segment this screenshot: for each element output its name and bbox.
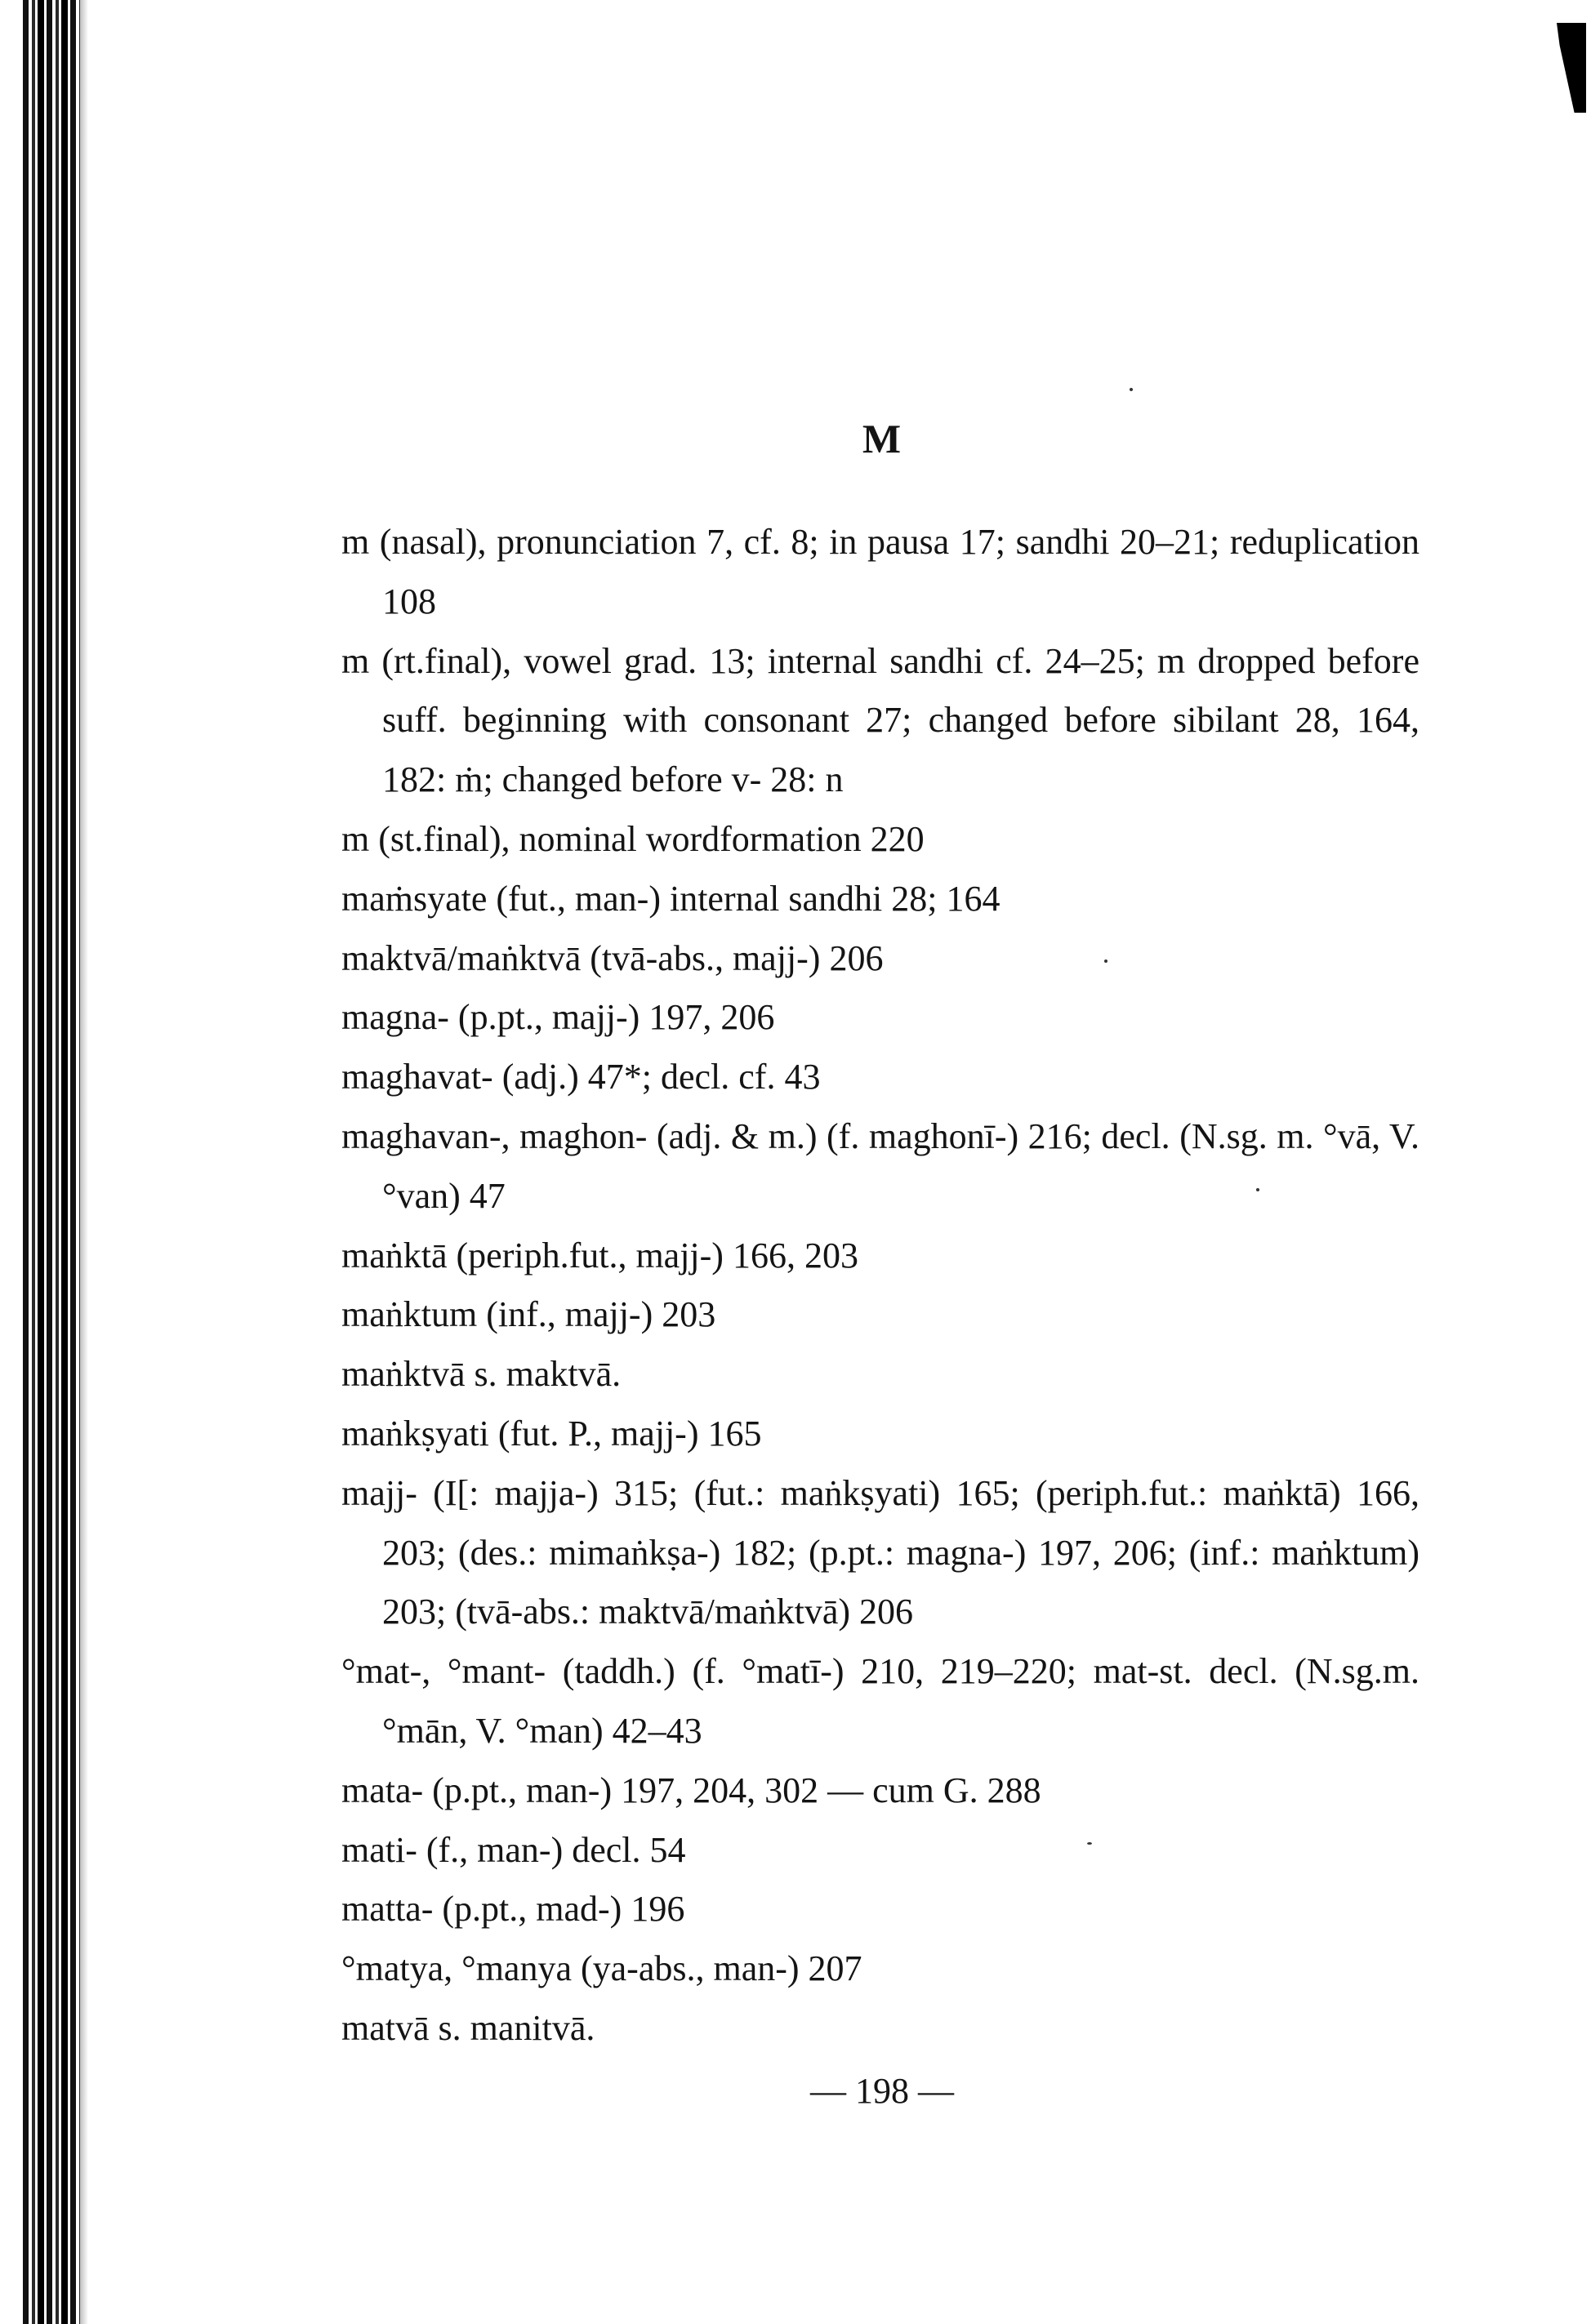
page-heading: M — [862, 416, 902, 461]
index-entry: m (rt.final), vowel grad. 13; internal sandhi cf. 24–25; m dropped before suff. beginning with consonant 27; changed before sibilant 28, 164, 182: ṁ; changed before v- 28: n — [341, 640, 1419, 800]
index-entries — [341, 513, 1419, 2059]
index-entry: maṅkṣyati (fut. P., majj-) 165 — [341, 1413, 762, 1454]
page-number: — 198 — — [810, 2071, 954, 2111]
index-entry: maṁsyate (fut., man-) internal sandhi 28; 164 — [341, 878, 1001, 919]
index-entry: majj- (I[: majja-) 315; (fut.: maṅkṣyati) 165; (periph.fut.: maṅktā) 166, 203; (des.: mimaṅkṣa-) 182; (p.pt.: magna-) 197, 206; (inf.: maṅktum) 203; (tvā-abs.: maktvā/maṅktvā) 206 — [341, 1472, 1419, 1632]
index-entry: maktvā/maṅktvā (tvā-abs., majj-) 206 — [341, 937, 884, 978]
index-entry: magna- (p.pt., majj-) 197, 206 — [341, 997, 775, 1038]
index-entry: maṅktvā s. maktvā. — [341, 1354, 622, 1395]
index-entry: matta- (p.pt., mad-) 196 — [341, 1889, 685, 1930]
binding-edge — [23, 0, 80, 2324]
index-entry: maṅktum (inf., majj-) 203 — [341, 1294, 716, 1335]
corner-mark — [1557, 23, 1586, 113]
index-entry: matvā s. manitvā. — [341, 2007, 595, 2048]
index-entry: m (st.final), nominal wordformation 220 — [341, 818, 925, 859]
index-entry: m (nasal), pronunciation 7, cf. 8; in pausa 17; sandhi 20–21; reduplication 108 — [341, 522, 1419, 621]
index-entry: maṅktā (periph.fut., majj-) 166, 203 — [341, 1235, 858, 1276]
index-entry: °mat-, °mant- (taddh.) (f. °matī-) 210, 219–220; mat-st. decl. (N.sg.m. °mān, V. °man) 42–43 — [341, 1651, 1419, 1751]
index-entry: maghavan-, maghon- (adj. & m.) (f. maghonī-) 216; decl. (N.sg. m. °vā, V. °van) 47 — [341, 1115, 1419, 1216]
index-entry: maghavat- (adj.) 47*; decl. cf. 43 — [341, 1057, 821, 1097]
index-entry: mati- (f., man-) decl. 54 — [341, 1829, 686, 1870]
binding-shadow — [80, 0, 88, 2324]
index-entry: mata- (p.pt., man-) 197, 204, 302 — cum G. 288 — [341, 1770, 1041, 1810]
index-entry: °matya, °manya (ya-abs., man-) 207 — [341, 1948, 862, 1989]
speck — [1130, 388, 1133, 391]
